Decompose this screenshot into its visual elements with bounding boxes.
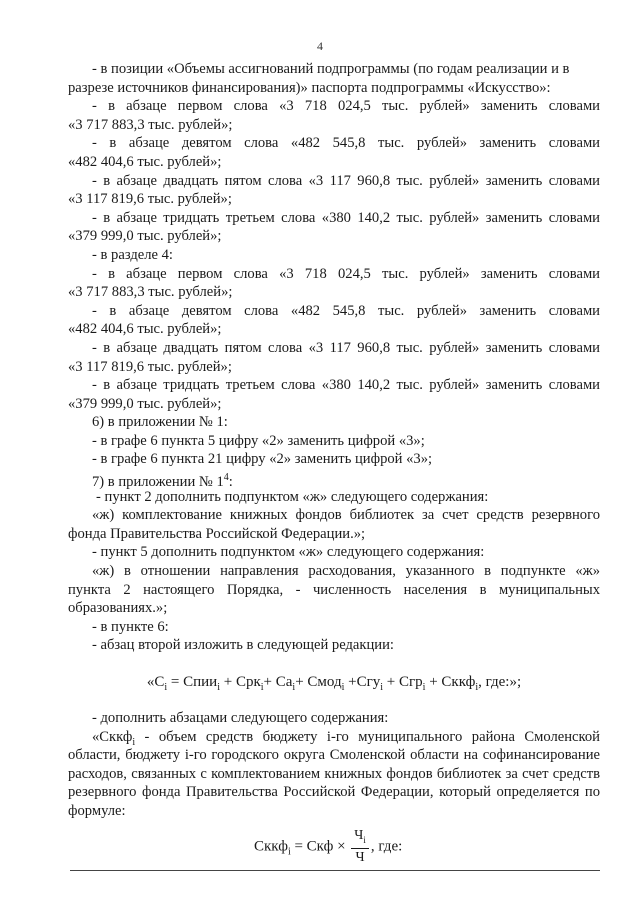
text-line: «3 717 883,3 тыс. рублей»; (68, 116, 233, 133)
formula-skkf: Сккф$_i$ = Скф × $\frac{Ч_i}{Ч}$ , где: (254, 827, 403, 866)
subscript: i (217, 682, 220, 693)
text-line: области, бюджету i-го городского округа Смоленской области на софинансирование (68, 747, 600, 764)
subscript: i (164, 682, 168, 693)
subscript: i (380, 682, 384, 693)
text-line: «3 117 819,6 тыс. рублей»; (68, 358, 232, 375)
subscript: i (475, 682, 479, 693)
subscript: i (287, 845, 291, 857)
text-line: - пункт 2 дополнить подпунктом «ж» следующего содержания: (96, 488, 489, 505)
text-line: - в абзаце первом слова «3 718 024,5 тыс. рублей» заменить словами (92, 265, 600, 282)
text-line: - в разделе 4: (92, 246, 173, 263)
text-line: - в графе 6 пункта 5 цифру «2» заменить цифрой «3»; (92, 432, 425, 449)
text-line: «3 117 819,6 тыс. рублей»; (68, 191, 232, 208)
text-line: - в абзаце тридцать третьем слова «380 140,2 тыс. рублей» заменить словами (92, 209, 600, 226)
text-fragment: : (228, 473, 233, 490)
text-line: «379 999,0 тыс. рублей»; (68, 395, 222, 412)
text-line: фонда Правительства Российской Федерации.»; (68, 525, 366, 542)
text-line: - в позиции «Объемы ассигнований подпрограммы (по годам реализации и в (92, 61, 570, 77)
fraction: $\frac{Ч_i}{Ч}$ (351, 827, 369, 867)
text-line: образованиях.»; (68, 600, 168, 617)
formula-c-i: «$C_i$ = Спии$_i$ + $Срк_i+ Са_i+$ Смод$_i$ +Сгу$_i$ + Сгр$_i$ + Сккф$_i$, где:»; (146, 674, 522, 693)
text-line: - в абзаце первом слова «3 718 024,5 тыс. рублей» заменить словами (92, 98, 600, 115)
subscript: i (341, 682, 345, 693)
text-line: - в абзаце двадцать пятом слова «3 117 960,8 тыс. рублей» заменить словами (92, 172, 600, 189)
text-line: «482 404,6 тыс. рублей»; (68, 153, 222, 170)
subscript: i (132, 736, 136, 747)
text-line: «ж) комплектование книжных фондов библиотек за счет средств резервного (92, 507, 600, 524)
document-body (68, 60, 600, 867)
text-line: «482 404,6 тыс. рублей»; (68, 321, 222, 338)
text-line: - в абзаце тридцать третьем слова «380 140,2 тыс. рублей» заменить словами (92, 377, 600, 394)
footer-rule (70, 870, 600, 871)
subscript: i (292, 682, 296, 693)
subscript: i (260, 682, 264, 693)
text-line: «3 717 883,3 тыс. рублей»; (68, 284, 233, 301)
text-line: - в абзаце девятом слова «482 545,8 тыс. рублей» заменить словами (92, 302, 600, 319)
text-line: «ж) в отношении направления расходования, указанного в подпункте «ж» (92, 563, 600, 580)
text-line: 6) в приложении № 1: (92, 414, 228, 431)
text-line: расходов, связанных с комплектованием книжных фондов библиотек за счет средств (68, 765, 600, 782)
superscript: 4 (223, 472, 229, 484)
text-line: пункта 2 настоящего Порядка, - численность населения в муниципальных (68, 581, 600, 598)
text-line: резервного фонда Правительства Российской Федерации, который определяется по (68, 784, 600, 801)
text-line: разрезе источников финансирования)» паспорта подпрограммы «Искусство»: (68, 79, 551, 96)
text-line: «379 999,0 тыс. рублей»; (68, 228, 222, 245)
subscript: i (422, 682, 426, 693)
text-line: формуле: (68, 802, 126, 819)
text-line: - в абзаце двадцать пятом слова «3 117 960,8 тыс. рублей» заменить словами (92, 339, 600, 356)
text-line: «Сккф$_i$ - объем средств бюджету i-го муниципального района Смоленской (92, 728, 600, 747)
text-line: - в абзаце девятом слова «482 545,8 тыс. рублей» заменить словами (92, 135, 600, 152)
text-line (68, 469, 600, 488)
text-line: - в графе 6 пункта 21 цифру «2» заменить цифрой «3»; (92, 451, 433, 468)
text-fragment: 7) в приложении № 1 (92, 473, 224, 490)
text-line: - в пункте 6: (92, 618, 169, 635)
text-line: - пункт 5 дополнить подпунктом «ж» следующего содержания: (92, 544, 485, 561)
text-line: - абзац второй изложить в следующей редакции: (92, 637, 394, 654)
page-number: 4 (317, 39, 323, 53)
text-line: - дополнить абзацами следующего содержания: (92, 710, 389, 726)
